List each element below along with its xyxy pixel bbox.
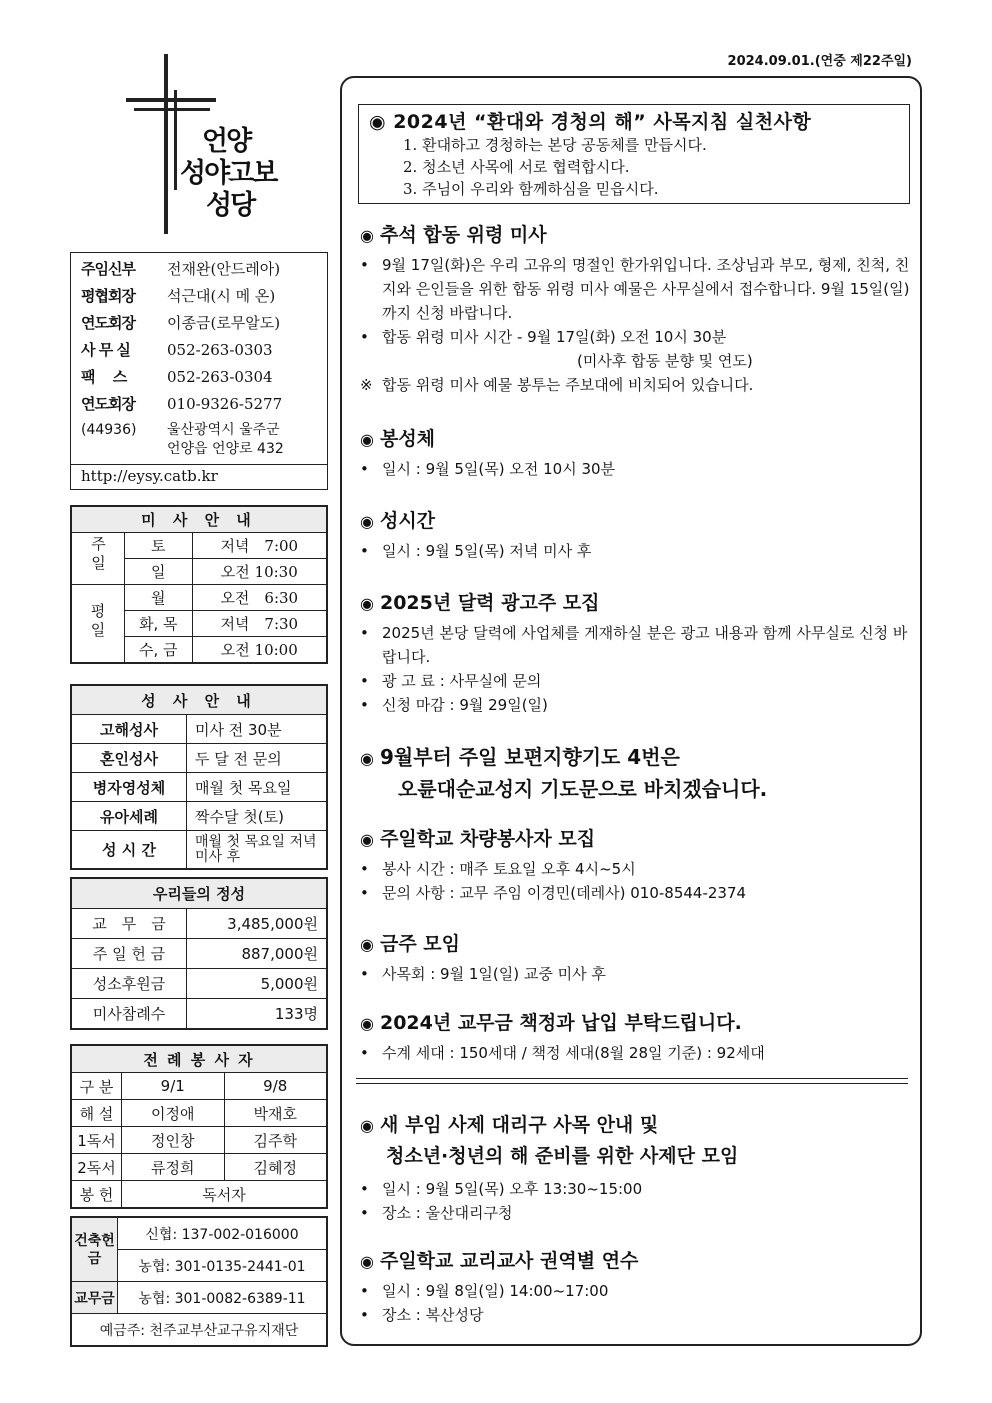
guideline-item: 3. 주님이 우리와 함께하심을 믿읍시다. xyxy=(403,180,659,198)
logo-line2: 성야고보 xyxy=(180,158,277,189)
mass-schedule xyxy=(70,505,328,664)
logo-line3: 성당 xyxy=(206,190,255,221)
section-item: 장소 : 복산성당 xyxy=(382,1306,484,1324)
section-title: 금주 모임 xyxy=(379,933,460,955)
section-item: 합동 위령 미사 시간 - 9월 17일(화) 오전 10시 30분 xyxy=(382,328,727,346)
info-value: 052-263-0304 xyxy=(167,367,273,386)
section-item: 일시 : 9월 5일(목) 저녁 미사 후 xyxy=(382,542,592,560)
bullet-circle-icon: ◉ xyxy=(360,226,374,245)
info-value: 052-263-0303 xyxy=(167,340,273,359)
section-title: 주일학교 교리교사 권역별 연수 xyxy=(379,1250,639,1272)
server-name: 류정희 xyxy=(122,1154,225,1181)
server-name: 김주학 xyxy=(224,1127,327,1154)
mass-day: 수, 금 xyxy=(125,637,193,663)
parish-logo xyxy=(124,54,294,239)
cross-bar xyxy=(126,98,216,102)
bullet-circle-icon: ◉ xyxy=(360,1116,374,1135)
section-sunday-school-drivers xyxy=(360,824,920,905)
section-item: 합동 위령 미사 예물 봉투는 주보대에 비치되어 있습니다. xyxy=(382,376,754,394)
section-title-line2: 오륜대순교성지 기도문으로 바치겠습니다. xyxy=(398,777,768,801)
section-item: 9월 17일(화)은 우리 고유의 명절인 한가위입니다. 조상님과 부모, 형제, 친척, 친지와 은인들을 위한 합동 위령 미사 예물은 사무실에서 접수합니다. 9월 15일(일)까지 신청 바랍니다. xyxy=(382,256,910,322)
server-role: 2독서 xyxy=(72,1154,122,1181)
section-universal-prayer xyxy=(360,742,920,810)
server-name: 박재호 xyxy=(224,1100,327,1127)
bullet-circle-icon: ◉ xyxy=(360,935,374,954)
mass-time: 오전 10:00 xyxy=(192,637,326,663)
bullet-icon: • xyxy=(360,672,369,690)
section-communion-sick xyxy=(360,424,920,481)
section-item: 2025년 본당 달력에 사업체를 게재하실 분은 광고 내용과 함께 사무실로 신청 바랍니다. xyxy=(382,624,908,666)
cross-bar-2 xyxy=(134,108,210,111)
info-key: 연도회장 xyxy=(81,395,135,413)
mass-day: 토 xyxy=(125,533,193,559)
server-name: 독서자 xyxy=(122,1181,327,1208)
servers-title: 전 례 봉 사 자 xyxy=(72,1046,327,1073)
bullet-icon: • xyxy=(360,460,369,478)
info-key: 주임신부 xyxy=(81,260,135,278)
section-holy-hour xyxy=(360,506,920,563)
tithe-label: 교무금 xyxy=(72,1282,118,1314)
bullet-icon: • xyxy=(360,1306,369,1324)
servers-header: 9/8 xyxy=(224,1073,327,1100)
sacrament-note: 매월 첫 목요일 저녁미사 후 xyxy=(187,831,327,869)
build-fund-label: 건축헌금 xyxy=(72,1218,118,1282)
sacrament-name: 혼인성사 xyxy=(72,744,187,773)
offering-name: 성소후원금 xyxy=(72,969,187,999)
offering-amount: 133명 xyxy=(187,999,327,1029)
section-item: 수계 세대 : 150세대 / 책정 세대(8월 28일 기준) : 92세대 xyxy=(382,1044,765,1062)
server-role: 해 설 xyxy=(72,1100,122,1127)
guideline-item: 2. 청소년 사목에 서로 협력합시다. xyxy=(403,158,630,176)
section-title: 주일학교 차량봉사자 모집 xyxy=(379,828,596,850)
mass-time: 오전 6:30 xyxy=(192,585,326,611)
server-role: 1독서 xyxy=(72,1127,122,1154)
section-item: 신청 마감 : 9월 29일(일) xyxy=(382,696,548,714)
mass-title: 미 사 안 내 xyxy=(72,507,327,533)
offering-amount: 5,000원 xyxy=(187,969,327,999)
info-value: 010-9326-5277 xyxy=(167,394,283,413)
mass-day: 일 xyxy=(125,559,193,585)
bullet-icon: • xyxy=(360,624,369,642)
bullet-icon: • xyxy=(360,965,369,983)
section-item: 봉사 시간 : 매주 토요일 오후 4시~5시 xyxy=(382,860,636,878)
mass-time: 저녁 7:30 xyxy=(192,611,326,637)
offering-name: 교 무 금 xyxy=(72,909,187,939)
bullet-icon: • xyxy=(360,1044,369,1062)
section-item: 일시 : 9월 8일(일) 14:00~17:00 xyxy=(382,1282,609,1300)
bank-accounts xyxy=(70,1216,328,1347)
server-name: 이정애 xyxy=(122,1100,225,1127)
sacrament-name: 성 시 간 xyxy=(72,831,187,869)
liturgy-servers xyxy=(70,1044,328,1209)
offering-title: 우리들의 정성 xyxy=(72,879,327,909)
section-item: 일시 : 9월 5일(목) 오전 10시 30분 xyxy=(382,460,616,478)
sacraments-title: 성 사 안 내 xyxy=(72,686,327,715)
section-title: 2025년 달력 광고주 모집 xyxy=(379,592,600,614)
section-title: 새 부임 사제 대리구 사목 안내 및 xyxy=(379,1114,659,1136)
section-title: 성시간 xyxy=(379,510,436,532)
sunday-label: 주일 xyxy=(72,533,125,585)
sacraments-info xyxy=(70,684,328,870)
account-holder: 예금주: 천주교부산교구유지재단 xyxy=(72,1314,327,1346)
pastoral-guidelines xyxy=(358,104,910,204)
bullet-icon: • xyxy=(360,860,369,878)
bullet-circle-icon: ◉ xyxy=(360,512,374,531)
section-item: 사목회 : 9월 1일(일) 교중 미사 후 xyxy=(382,965,606,983)
section-title: 9월부터 주일 보편지향기도 4번은 xyxy=(379,745,680,769)
account-number: 신협: 137-002-016000 xyxy=(118,1218,327,1250)
section-item: 장소 : 울산대리구청 xyxy=(382,1204,513,1222)
logo-line1: 언양 xyxy=(202,126,251,157)
section-weekly-meetings xyxy=(360,929,920,986)
sacrament-note: 미사 전 30분 xyxy=(187,715,327,744)
bullet-circle-icon: ◉ xyxy=(360,749,374,768)
offering-name: 미사참례수 xyxy=(72,999,187,1029)
weekday-label: 평일 xyxy=(72,585,125,663)
sacrament-note: 매월 첫 목요일 xyxy=(187,773,327,802)
server-name: 김혜정 xyxy=(224,1154,327,1181)
bullet-circle-icon: ◉ xyxy=(360,1014,374,1033)
sacrament-note: 짝수달 첫(토) xyxy=(187,802,327,831)
section-tithe xyxy=(360,1008,920,1065)
sacrament-name: 유아세례 xyxy=(72,802,187,831)
note-icon: ※ xyxy=(360,376,373,394)
section-item: 광 고 료 : 사무실에 문의 xyxy=(382,672,542,690)
sacrament-note: 두 달 전 문의 xyxy=(187,744,327,773)
section-item: (미사후 합동 분향 및 연도) xyxy=(382,352,753,370)
servers-header: 9/1 xyxy=(122,1073,225,1100)
info-key: 연도회장 xyxy=(81,314,135,332)
mass-day: 월 xyxy=(125,585,193,611)
website-link[interactable]: http://eysy.catb.kr xyxy=(71,464,327,487)
offering-amount: 887,000원 xyxy=(187,939,327,969)
double-divider xyxy=(356,1078,908,1084)
bullet-icon: • xyxy=(360,696,369,714)
section-title-line2: 청소년·청년의 해 준비를 위한 사제단 모임 xyxy=(386,1145,739,1167)
info-key: 팩 스 xyxy=(81,368,127,386)
bullet-icon: • xyxy=(360,1180,369,1198)
cross-icon xyxy=(164,54,168,234)
bullet-icon: • xyxy=(360,256,369,274)
announcements-panel xyxy=(340,76,922,1346)
guidelines-title: ◉ 2024년 “환대와 경청의 해” 사목지침 실천사항 xyxy=(369,111,812,133)
section-priest-meeting xyxy=(360,1110,920,1225)
info-key: 사 무 실 xyxy=(81,341,130,359)
section-title: 2024년 교무금 책정과 납입 부탁드립니다. xyxy=(379,1012,742,1034)
servers-header: 구 분 xyxy=(72,1073,122,1100)
section-item: 일시 : 9월 5일(목) 오후 13:30~15:00 xyxy=(382,1180,643,1198)
sacrament-name: 병자영성체 xyxy=(72,773,187,802)
offering-info xyxy=(70,877,328,1030)
bullet-icon: • xyxy=(360,1282,369,1300)
account-number: 농협: 301-0135-2441-01 xyxy=(118,1250,327,1282)
guideline-item: 1. 환대하고 경청하는 본당 공동체를 만듭시다. xyxy=(403,136,707,154)
bullet-circle-icon: ◉ xyxy=(360,430,374,449)
section-title: 추석 합동 위령 미사 xyxy=(379,224,547,246)
mass-time: 저녁 7:00 xyxy=(192,533,326,559)
zip-code: (44936) xyxy=(81,422,137,438)
offering-name: 주 일 헌 금 xyxy=(72,939,187,969)
bullet-circle-icon: ◉ xyxy=(360,1252,374,1271)
address-line1: 울산광역시 울주군 xyxy=(167,422,280,438)
info-key: 평협회장 xyxy=(81,287,135,305)
offering-amount: 3,485,000원 xyxy=(187,909,327,939)
sacrament-name: 고해성사 xyxy=(72,715,187,744)
section-item: 문의 사항 : 교무 주임 이경민(데레사) 010-8544-2374 xyxy=(382,884,747,902)
info-value: 전재완(안드레아) xyxy=(167,260,281,278)
server-name: 정인창 xyxy=(122,1127,225,1154)
bullet-circle-icon: ◉ xyxy=(360,594,374,613)
bullet-icon: • xyxy=(360,542,369,560)
mass-day: 화, 목 xyxy=(125,611,193,637)
bullet-circle-icon: ◉ xyxy=(360,830,374,849)
account-number: 농협: 301-0082-6389-11 xyxy=(118,1282,327,1314)
section-memorial-mass xyxy=(360,220,920,397)
section-title: 봉성체 xyxy=(379,428,436,450)
bullet-icon: • xyxy=(360,1204,369,1222)
section-teacher-training xyxy=(360,1246,920,1327)
section-calendar-ads xyxy=(360,588,920,717)
bullet-icon xyxy=(360,349,382,373)
info-value: 이종금(로무알도) xyxy=(167,314,281,332)
bullet-icon: • xyxy=(360,884,369,902)
cross-shadow xyxy=(174,90,177,190)
bullet-icon: • xyxy=(360,328,369,346)
address-line2: 언양읍 언양로 432 xyxy=(167,441,284,457)
parish-info xyxy=(70,252,328,490)
server-role: 봉 헌 xyxy=(72,1181,122,1208)
bulletin-date: 2024.09.01.(연중 제22주일) xyxy=(727,54,912,69)
info-value: 석근대(시 메 온) xyxy=(167,287,276,305)
mass-time: 오전 10:30 xyxy=(192,559,326,585)
